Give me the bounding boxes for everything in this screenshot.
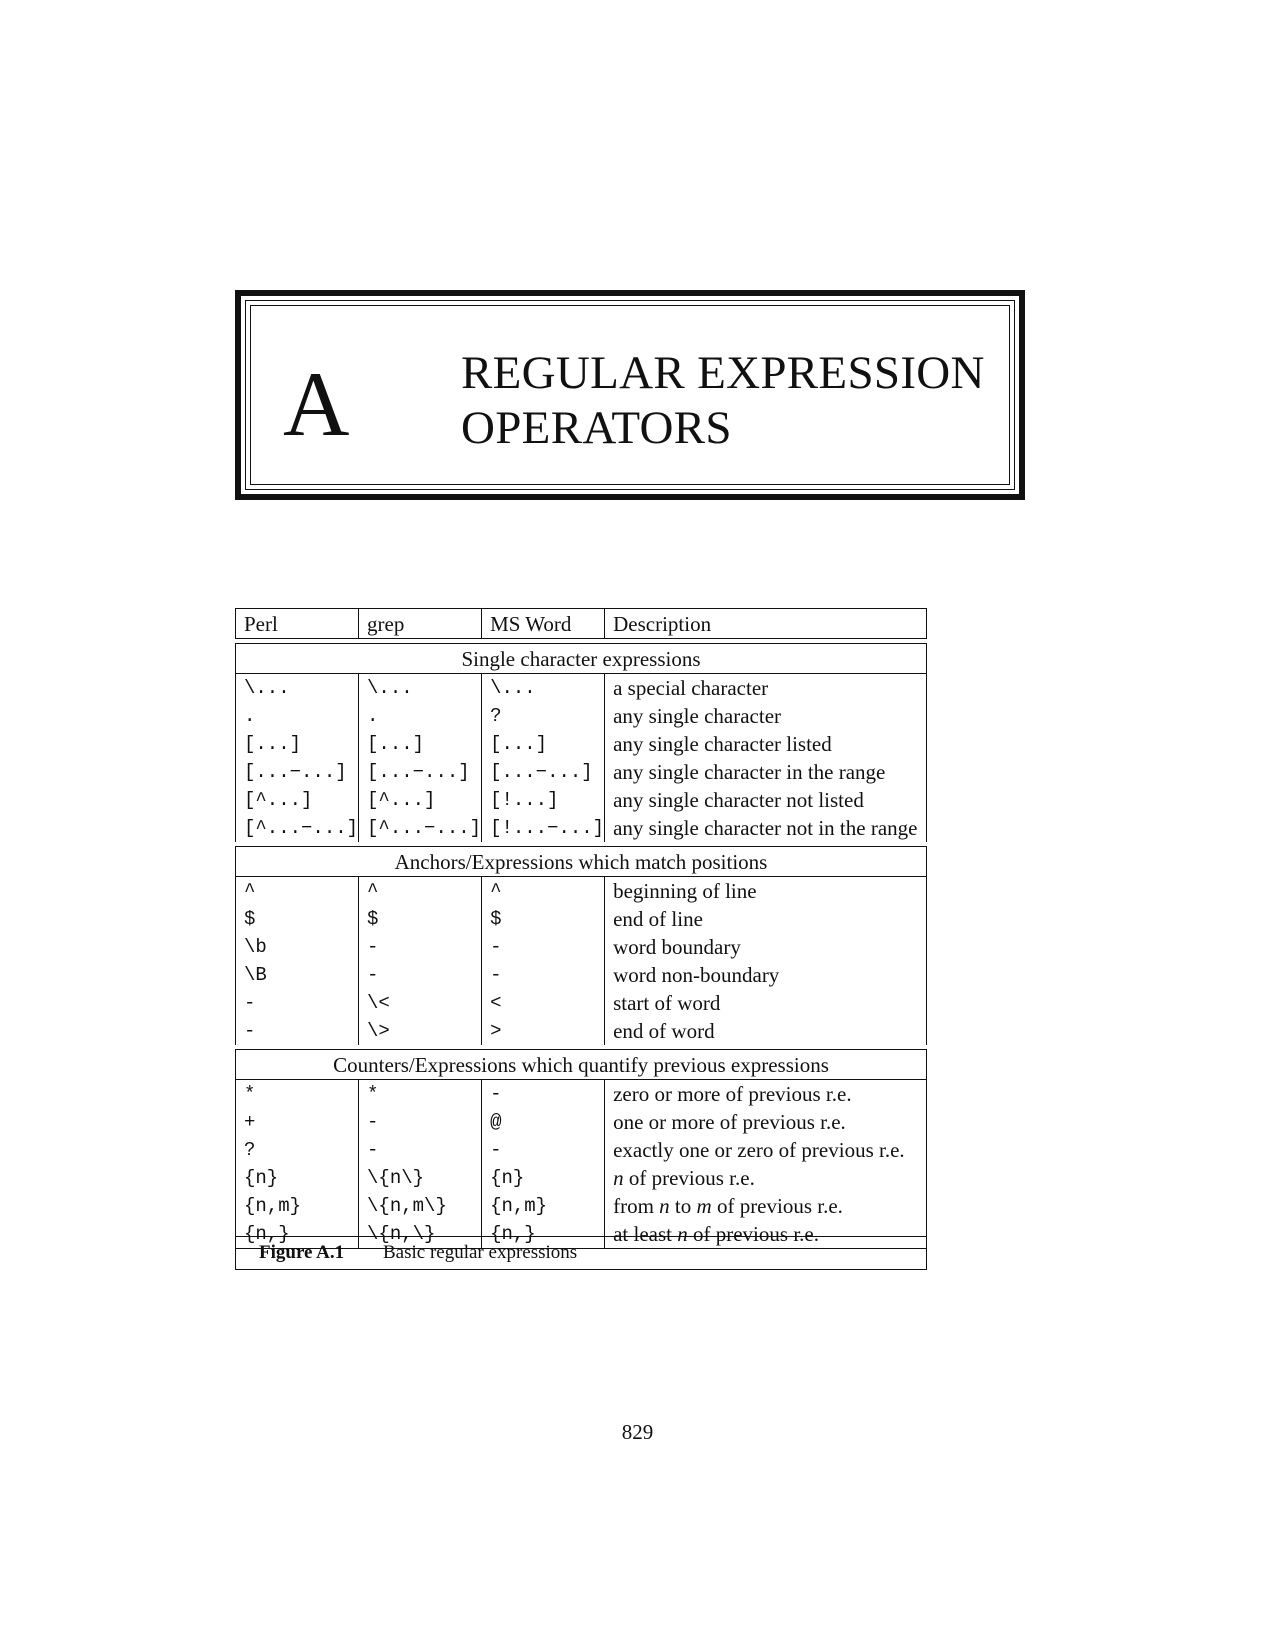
cell-perl: [^...] [236, 786, 359, 814]
section-title: Anchors/Expressions which match positions [236, 847, 927, 877]
cell-ms-word: [!...] [482, 786, 605, 814]
cell-perl: {n,m} [236, 1192, 359, 1220]
section-header-row [236, 644, 927, 674]
section-title: Single character expressions [236, 644, 927, 674]
table-row [236, 961, 927, 989]
cell-ms-word: \... [482, 674, 605, 703]
cell-grep: * [359, 1080, 482, 1109]
cell-perl: - [236, 1017, 359, 1045]
cell-grep: $ [359, 905, 482, 933]
table-row [236, 1192, 927, 1220]
cell-ms-word: - [482, 1080, 605, 1109]
cell-ms-word: < [482, 989, 605, 1017]
cell-perl: * [236, 1080, 359, 1109]
cell-description: any single character not in the range [605, 814, 927, 842]
cell-description: at least n of previous r.e. [605, 1220, 927, 1249]
cell-ms-word: ? [482, 702, 605, 730]
cell-description: start of word [605, 989, 927, 1017]
cell-ms-word: @ [482, 1108, 605, 1136]
cell-ms-word: - [482, 961, 605, 989]
cell-grep: \> [359, 1017, 482, 1045]
cell-perl: \B [236, 961, 359, 989]
cell-ms-word: > [482, 1017, 605, 1045]
cell-ms-word: [!...−...] [482, 814, 605, 842]
chapter-heading-inner-frame [250, 305, 1010, 485]
cell-perl: {n} [236, 1164, 359, 1192]
cell-grep: [...−...] [359, 758, 482, 786]
chapter-title-line-2: OPERATORS [461, 402, 732, 454]
table-row [236, 933, 927, 961]
cell-ms-word: [...] [482, 730, 605, 758]
cell-grep: [...] [359, 730, 482, 758]
table-row [236, 1108, 927, 1136]
cell-ms-word: {n} [482, 1164, 605, 1192]
cell-description: end of line [605, 905, 927, 933]
cell-description: a special character [605, 674, 927, 703]
cell-grep: \{n,\} [359, 1220, 482, 1249]
cell-description: beginning of line [605, 877, 927, 906]
table-row [236, 1136, 927, 1164]
cell-ms-word: ^ [482, 877, 605, 906]
table-row [236, 702, 927, 730]
cell-perl: [^...−...] [236, 814, 359, 842]
table-row [236, 989, 927, 1017]
table-header-row [236, 609, 927, 639]
section-title: Counters/Expressions which quantify previous expressions [236, 1050, 927, 1080]
cell-ms-word: $ [482, 905, 605, 933]
cell-grep: \... [359, 674, 482, 703]
page-number: 829 [621, 1420, 654, 1444]
cell-description: one or more of previous r.e. [605, 1108, 927, 1136]
table-row [236, 877, 927, 906]
cell-grep: [^...−...] [359, 814, 482, 842]
cell-grep: \< [359, 989, 482, 1017]
cell-perl: - [236, 989, 359, 1017]
cell-description: any single character [605, 702, 927, 730]
cell-grep: - [359, 1136, 482, 1164]
table-row [236, 674, 927, 703]
cell-ms-word: {n,} [482, 1220, 605, 1249]
cell-grep: - [359, 1108, 482, 1136]
header-description: Description [605, 609, 927, 639]
chapter-title [461, 346, 985, 456]
regex-table-body [236, 609, 927, 1249]
cell-description: end of word [605, 1017, 927, 1045]
table-row [236, 758, 927, 786]
cell-description: word boundary [605, 933, 927, 961]
cell-ms-word: [...−...] [482, 758, 605, 786]
cell-grep: . [359, 702, 482, 730]
cell-perl: $ [236, 905, 359, 933]
cell-description: exactly one or zero of previous r.e. [605, 1136, 927, 1164]
regex-operators-table [235, 608, 927, 1249]
figure-label: Figure A.1 [259, 1242, 345, 1263]
cell-perl: . [236, 702, 359, 730]
section-header-row [236, 847, 927, 877]
figure-caption-text: Basic regular expressions [383, 1242, 578, 1263]
chapter-heading-frame [245, 300, 1015, 490]
cell-perl: + [236, 1108, 359, 1136]
cell-grep: \{n,m\} [359, 1192, 482, 1220]
table-row [236, 786, 927, 814]
cell-perl: [...−...] [236, 758, 359, 786]
cell-grep: [^...] [359, 786, 482, 814]
cell-perl: ^ [236, 877, 359, 906]
table-row [236, 814, 927, 842]
header-perl: Perl [236, 609, 359, 639]
cell-ms-word: - [482, 1136, 605, 1164]
cell-description: from n to m of previous r.e. [605, 1192, 927, 1220]
section-header-row [236, 1050, 927, 1080]
table-row [236, 1080, 927, 1109]
chapter-heading-box [235, 290, 1025, 500]
cell-perl: [...] [236, 730, 359, 758]
cell-perl: ? [236, 1136, 359, 1164]
cell-perl: \b [236, 933, 359, 961]
cell-grep: - [359, 933, 482, 961]
cell-perl: \... [236, 674, 359, 703]
chapter-title-line-1: REGULAR EXPRESSION [461, 347, 985, 399]
cell-description: n of previous r.e. [605, 1164, 927, 1192]
cell-description: any single character in the range [605, 758, 927, 786]
cell-grep: \{n\} [359, 1164, 482, 1192]
table-row [236, 1017, 927, 1045]
figure-caption [235, 1236, 927, 1270]
cell-description: any single character listed [605, 730, 927, 758]
table-row [236, 905, 927, 933]
cell-description: zero or more of previous r.e. [605, 1080, 927, 1109]
cell-grep: - [359, 961, 482, 989]
table-row [236, 1164, 927, 1192]
cell-ms-word: - [482, 933, 605, 961]
cell-perl: {n,} [236, 1220, 359, 1249]
table-row [236, 730, 927, 758]
cell-description: word non-boundary [605, 961, 927, 989]
cell-ms-word: {n,m} [482, 1192, 605, 1220]
cell-grep: ^ [359, 877, 482, 906]
header-grep: grep [359, 609, 482, 639]
chapter-letter: A [283, 353, 350, 455]
cell-description: any single character not listed [605, 786, 927, 814]
header-ms-word: MS Word [482, 609, 605, 639]
